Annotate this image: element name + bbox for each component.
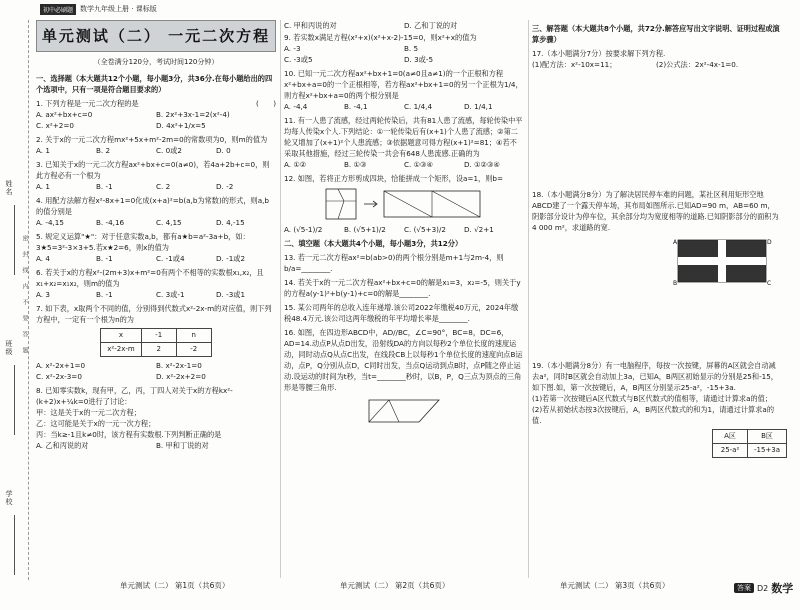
option[interactable]: C. x²-2x-3=0 <box>36 372 82 381</box>
table-cell: x²-2x-m <box>101 343 141 357</box>
screen-box <box>712 429 787 458</box>
sub-question: (2)公式法：2x²-4x-1=0. <box>656 60 739 69</box>
question-text: 12. 如图，若将正方形剪成四块，恰能拼成一个矩形，设a=1，则b= <box>284 174 503 183</box>
question-text: 18.（本小题满分8分）为了解决居民停车难的问题，某社区利用矩形空地ABCD建了一个露天停车场，其布局如图所示.已知AD=90 m，AB=60 m，阴影部分设计为停车位，其余部分均为宽度相等的道路.已知阴影部分的面积为4 000 m²，求道路的宽. <box>532 190 779 232</box>
table-cell: -2 <box>176 343 211 357</box>
svg-text:A: A <box>673 239 678 246</box>
option[interactable]: C. -1或4 <box>156 254 185 263</box>
question-13: 13. 若一元二次方程ax²=b(ab>0)的两个根分别是m+1与2m-4，则b/a=________. <box>284 253 504 273</box>
options <box>284 159 524 170</box>
name-label: 姓名 <box>5 180 13 196</box>
seal-line-text: 密封线内不要答题 <box>21 235 28 363</box>
question-18 <box>532 189 780 286</box>
table-cell: -15+3a <box>748 444 787 458</box>
option[interactable]: C. (√5+3)/2 <box>404 225 446 234</box>
question-text: 8. 已知零实数k，现有甲，乙，丙，丁四人对关于x的方程kx²-(k+2)x+¼k=0进行了讨论： <box>36 386 233 406</box>
option[interactable]: A. 1 <box>36 146 50 155</box>
option[interactable]: C. 0或2 <box>156 146 182 155</box>
option[interactable]: C. 4,15 <box>156 218 182 227</box>
question-12 <box>284 173 524 235</box>
statement: 甲：这是关于x的一元二次方程； <box>36 408 141 417</box>
question-text: 7. 如下表，x取两个不同的值，分别得到代数式x²-2x-m的对应值，则下列方程中，一定有一个根为n的为 <box>36 304 272 324</box>
options <box>36 289 276 300</box>
header-title: 数学九年级上册 · 课标版 <box>80 5 157 13</box>
question-15: 15. 某公司两年的总收入连年递增.该公司2022年缴税40万元，2024年缴税48.4万元.该公司这两年缴税的年平均增长率是________. <box>284 303 519 323</box>
logo-tag: 答案 <box>734 583 754 593</box>
question-16: 16. 如图，在四边形ABCD中，AD//BC，∠C=90°，BC=8，DC=6，AD=14.动点P从点D出发，沿射线DA的方向以每秒2个单位长度的速度运动，同时动点Q从点C出发，在线段CB上以每秒1个单位长度的速度向点B运动，点P，Q分别从点D，C同时出发，当点Q运动到点B时，点P随之停止运动.设运动的时间为t秒，当t=________秒时，以B，P，Q三点为顶点的三角形是等腰三角形. <box>284 328 523 392</box>
name-line <box>14 205 15 275</box>
option[interactable]: C. 3或-1 <box>156 290 185 299</box>
question-5 <box>36 231 276 264</box>
question-14: 14. 若关于x的一元二次方程ax²+bx+c=0的解是x₁=3，x₂=-5，则关于y的方程a(y-1)²+b(y-1)+c=0的解是________. <box>284 278 521 298</box>
option[interactable]: D. -2 <box>216 182 234 191</box>
question-8 <box>36 385 276 451</box>
option[interactable]: D. 3或-5 <box>404 55 434 64</box>
question-9 <box>284 32 524 65</box>
option[interactable]: D. -3或1 <box>216 290 246 299</box>
parking-lot-figure <box>672 236 772 286</box>
option[interactable]: A. 乙和丙说的对 <box>36 441 89 450</box>
options <box>36 109 276 131</box>
option[interactable]: B. x²-2x-1=0 <box>156 361 202 370</box>
option[interactable]: B. 5 <box>404 44 419 53</box>
option[interactable]: A. ax²+bx+c=0 <box>36 110 93 119</box>
option[interactable]: C. ①③④ <box>404 160 433 169</box>
table-cell: x <box>101 329 141 343</box>
option[interactable]: C. 2 <box>156 182 171 191</box>
question-1: 1. 下列方程是一元二次方程的是 ( ) A. ax²+bx+c=0 B. 2x²+3x-1=2(x²-4) C. x²+2=0 D. 4x²+1/x=5 <box>36 99 276 130</box>
exam-info: （全卷满分120分，考试时间120分钟） <box>93 58 219 66</box>
sub-question: (1)若第一次按键后A区代数式与B区代数式的值相等，请通过计算求a的值； <box>532 394 773 403</box>
answer-space[interactable] <box>532 289 780 359</box>
question-17 <box>532 48 780 70</box>
option[interactable]: A. -3 <box>284 44 301 53</box>
option[interactable]: B. -1 <box>96 254 113 263</box>
question-text: 17.（本小题满分7分）按要求解下列方程. <box>532 49 666 58</box>
table-cell: B区 <box>748 430 787 444</box>
question-7 <box>36 303 276 382</box>
table-cell: -1 <box>141 329 176 343</box>
option[interactable]: D. 4x²+1/x=5 <box>156 121 206 130</box>
option[interactable]: B. -1 <box>96 182 113 191</box>
options <box>284 224 524 235</box>
option[interactable]: B. (√5+1)/2 <box>344 225 386 234</box>
logo-subject: 数学 <box>771 582 794 595</box>
option[interactable]: A. 4 <box>36 254 50 263</box>
sub-question: (1)配方法：x²-10x=11； <box>532 60 617 69</box>
question-text: 6. 若关于x的方程x²-(2m+3)x+m²=0有两个不相等的实数根x₁,x₂，且x₁+x₂=x₁x₂，则m的值为 <box>36 268 264 288</box>
option[interactable]: C. -3或5 <box>284 55 313 64</box>
options <box>36 217 276 228</box>
option[interactable]: B. 甲和丁说的对 <box>156 441 209 450</box>
column-2 <box>284 20 524 429</box>
page-title: 单元测试（二） 一元二次方程 <box>36 20 276 52</box>
table-cell: 2 <box>141 343 176 357</box>
option[interactable]: D. 4,-15 <box>216 218 245 227</box>
option[interactable]: C. 1/4,4 <box>404 102 433 111</box>
header-badge: 初中必刷题 <box>40 4 76 15</box>
option[interactable]: D. -1或2 <box>216 254 246 263</box>
options <box>284 20 524 31</box>
option[interactable]: D. ①②③④ <box>464 160 500 169</box>
question-text: 10. 已知一元二次方程ax²+bx+1=0(a≠0且a≠1)的一个正根和方程x²+bx+a=0的一个正根相等，若方程ax²+bx+1=0的另一个正根为1/4，则方程x²+bx+a=0的两个根分别是 <box>284 69 523 100</box>
column-divider <box>528 20 529 578</box>
question-text: 19.（本小题满分8分）有一电脑程序，每按一次按键，屏幕的A区就会自动减去a²，同时B区就会自动加上3a，已知A，B两区初始显示的分别是25和-15，如下图.如，第一次按键后，A，B两区分别显示25-a²，-15+3a. <box>532 361 778 392</box>
table-cell: n <box>176 329 211 343</box>
table-cell: A区 <box>713 430 748 444</box>
table-cell: 25-a² <box>713 444 748 458</box>
page-footer: 单元测试（二） 第1页（共6页） <box>120 581 230 590</box>
question-6 <box>36 267 276 300</box>
section-heading: 一、选择题（本大题共12个小题，每小题3分，共36分.在每小题给出的四个选项中，只有一项是符合题目要求的） <box>36 74 273 94</box>
section-heading: 三、解答题（本大题共8个小题，共72分.解答应写出文字说明、证明过程或演算步骤） <box>532 24 780 44</box>
question-10 <box>284 68 524 112</box>
svg-text:C: C <box>767 280 772 286</box>
option[interactable]: D. 乙和丁说的对 <box>404 21 458 30</box>
svg-text:B: B <box>673 280 678 286</box>
page-footer: 单元测试（二） 第3页（共6页） <box>560 581 670 590</box>
question-11 <box>284 115 524 170</box>
statement: 乙：这可能是关于x的一元一次方程； <box>36 419 156 428</box>
class-line <box>14 365 15 435</box>
class-label: 班级 <box>5 340 13 356</box>
option[interactable]: C. 甲和丙说的对 <box>284 21 337 30</box>
question-2 <box>36 134 276 156</box>
option[interactable]: A. -4,4 <box>284 102 308 111</box>
options <box>36 360 276 382</box>
question-19 <box>532 360 780 458</box>
option[interactable]: A. (√5-1)/2 <box>284 225 323 234</box>
question-text: 2. 关于x的一元二次方程mx²+5x+m²-2m=0的常数项为0，则m的值为 <box>36 135 268 144</box>
page-footer: 单元测试（二） 第2页（共6页） <box>340 581 450 590</box>
options <box>36 145 276 156</box>
question-4 <box>36 195 276 228</box>
question-text: 11. 有一人患了流感，经过两轮传染后，共有81人患了流感，每轮传染中平均每人传染x个人.下列结论：①一轮传染后有(x+1)个人患了流感；②第二轮又增加了(x+1)²个人患流感；③依据题意可得方程(x+1)²=81；④若不采取其他措施，经过三轮传染一共会有648人患流感.正确的为 <box>284 116 523 158</box>
sub-question: (2)若从初始状态按3次按键后，A，B两区代数式的和为1，请通过计算求a的值. <box>532 405 775 425</box>
answer-space[interactable] <box>532 73 780 188</box>
option[interactable]: B. -4,16 <box>96 218 125 227</box>
option[interactable]: A. 3 <box>36 290 50 299</box>
option[interactable]: D. x²-2x+2=0 <box>156 372 206 381</box>
option[interactable]: D. √2+1 <box>464 225 494 234</box>
trapezoid-figure <box>359 396 449 426</box>
option[interactable]: D. 0 <box>216 146 231 155</box>
option[interactable]: A. ①② <box>284 160 307 169</box>
header-bar <box>40 3 270 15</box>
option[interactable]: B. 2 <box>96 146 111 155</box>
option[interactable]: A. -4,15 <box>36 218 64 227</box>
question-text: 4. 用配方法解方程x²-8x+1=0化成(x+a)²=b(a,b为常数)的形式，则a,b的值分别是 <box>36 196 269 216</box>
option[interactable]: D. 1/4,1 <box>464 102 493 111</box>
value-table <box>100 328 211 357</box>
options <box>284 43 524 65</box>
options <box>36 440 276 451</box>
statement: 丙：当k≥-1且k≠0时，该方程有实数根.下列判断正确的是 <box>36 430 222 439</box>
school-line <box>14 515 15 575</box>
column-1 <box>36 20 276 454</box>
column-divider <box>280 20 281 578</box>
brand-logo <box>734 580 793 596</box>
school-label: 学校 <box>5 490 13 506</box>
binding-margin <box>0 20 29 580</box>
sub-questions <box>532 59 780 70</box>
logo-code: D2 <box>757 583 769 593</box>
question-text: 9. 若实数x满足方程(x²+x)(x²+x-2)-15=0，则x²+x的值为 <box>284 33 477 42</box>
option[interactable]: B. ①③ <box>344 160 367 169</box>
options <box>36 181 276 192</box>
option[interactable]: B. -1 <box>96 290 113 299</box>
option[interactable]: B. -4,1 <box>344 102 368 111</box>
section-heading: 二、填空题（本大题共4个小题，每小题3分，共12分） <box>284 239 463 248</box>
square-rectangle-figure <box>324 187 484 221</box>
svg-text:D: D <box>767 239 772 246</box>
option[interactable]: C. x²+2=0 <box>36 121 74 130</box>
question-text: 5. 规定义运算"★"：对于任意实数a,b，都有a★b=a²-3a+b，如：3★5=3²-3×3+5.若x★2=6，则x的值为 <box>36 232 250 252</box>
question-text: 1. 下列方程是一元二次方程的是 <box>36 99 139 108</box>
options <box>36 253 276 264</box>
question-text: 3. 已知关于x的一元二次方程ax²+bx+c=0(a≠0)，若4a+2b+c=0，则此方程必有一个根为 <box>36 160 270 180</box>
option[interactable]: B. 2x²+3x-1=2(x²-4) <box>156 110 230 119</box>
option[interactable]: A. 1 <box>36 182 50 191</box>
options <box>284 101 524 112</box>
option[interactable]: A. x²-2x+1=0 <box>36 361 86 370</box>
question-3 <box>36 159 276 192</box>
column-3 <box>532 20 780 461</box>
